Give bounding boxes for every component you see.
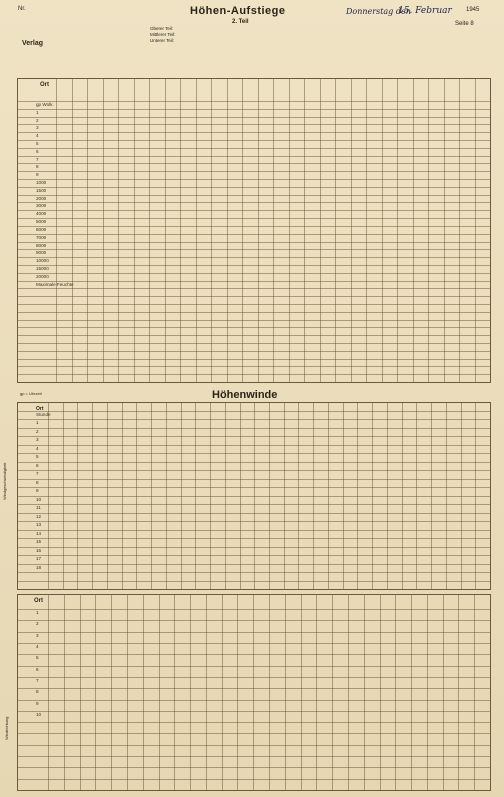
table-rule-row [18, 249, 490, 250]
table-rule-col [95, 595, 96, 790]
table-rule-col [427, 595, 428, 790]
table-rule-col [351, 79, 352, 382]
winds-title: Höhenwinde [212, 389, 278, 401]
table-rule-col [196, 79, 197, 382]
table-row-label: 14 [36, 530, 42, 536]
table-rule-row [18, 163, 490, 164]
table-row-label: 7 [36, 156, 39, 162]
table-rule-col [382, 79, 383, 382]
page-subtitle: 2. Teil [232, 19, 249, 25]
table-rule-col [343, 403, 344, 589]
table-rule-col [316, 595, 317, 790]
table-rule-col [237, 595, 238, 790]
table-row-label: 8 [36, 479, 39, 485]
table-rule-col [397, 79, 398, 382]
table-row-label: 1500 [36, 187, 47, 193]
table-rule-col [289, 79, 290, 382]
report-number: Nr. [18, 6, 26, 12]
table-rule-col [366, 79, 367, 382]
table-rule-row [18, 265, 490, 266]
table-rule-col [284, 403, 285, 589]
table-rule-row [18, 148, 490, 149]
table-row-label: 10 [36, 711, 42, 717]
table-rule-col [475, 79, 476, 382]
table-row-label: 4 [36, 445, 39, 451]
table-rule-col [332, 595, 333, 790]
table-rule-row [18, 195, 490, 196]
legend-lower: Unterer Teil: [150, 38, 175, 43]
table-rule-row [18, 374, 490, 375]
table-rule-col [127, 595, 128, 790]
table-rule-col [253, 595, 254, 790]
table-rule-col [446, 403, 447, 589]
table-rule-col [313, 403, 314, 589]
table-rule-row [18, 187, 490, 188]
table-row-label: 9 [36, 172, 39, 178]
publisher-label: Verlag [22, 40, 44, 47]
winds-speed-table [17, 402, 491, 590]
table-rule-row [18, 124, 490, 125]
table-row-label: 7000 [36, 234, 47, 240]
table-rule-col [143, 595, 144, 790]
table-rule-col [443, 595, 444, 790]
table-rule-col [301, 595, 302, 790]
table-rule-col [402, 403, 403, 589]
table-row-label: Maximale Feuchte [36, 281, 74, 287]
table-rule-col [431, 403, 432, 589]
table-rule-col [206, 595, 207, 790]
table-rule-col [134, 79, 135, 382]
page-number: Seite 8 [455, 21, 474, 27]
table-rule-row [18, 117, 490, 118]
table-rule-row [18, 366, 490, 367]
table-row-label: 9 [36, 700, 39, 706]
table-rule-col [63, 403, 64, 589]
table-row-label: 8 [36, 164, 39, 170]
table-rule-row [18, 335, 490, 336]
table-row-label: 13 [36, 522, 42, 528]
table-row-label: 20000 [36, 273, 49, 279]
table-rule-col [475, 403, 476, 589]
table-rule-col [364, 595, 365, 790]
table-rule-row [18, 257, 490, 258]
legend-upper: Oberer Teil: [150, 26, 174, 31]
table-rule-row [18, 179, 490, 180]
table-row-label: 4 [36, 133, 39, 139]
table-row-label: 2 [36, 117, 39, 123]
table-row-label: 2 [36, 621, 39, 627]
table-rule-col [211, 79, 212, 382]
table-rule-row [18, 281, 490, 282]
table-rule-col [174, 595, 175, 790]
table-rule-col [87, 79, 88, 382]
table-row-label: 1 [36, 420, 39, 426]
table-rule-col [149, 79, 150, 382]
upper-aufstiege-table [17, 78, 491, 383]
table-row-label: 7 [36, 677, 39, 683]
table-row-label: 1 [36, 109, 39, 115]
winds-direction-ort-header: Ort [34, 598, 43, 604]
table-rule-row [18, 140, 490, 141]
table-rule-col [320, 79, 321, 382]
table-rule-row [18, 343, 490, 344]
table-rule-col [210, 403, 211, 589]
table-rule-col [490, 595, 491, 790]
table-rule-col [222, 595, 223, 790]
table-rule-col [92, 403, 93, 589]
table-row-label: 15000 [36, 265, 49, 271]
table-rule-col [254, 403, 255, 589]
table-rule-row [18, 218, 490, 219]
table-rule-col [380, 595, 381, 790]
table-rule-row [18, 359, 490, 360]
table-row-label: Stunde [36, 412, 51, 417]
table-row-label: 11 [36, 505, 41, 511]
table-row-label: 3 [36, 437, 39, 443]
table-row-label: 5 [36, 141, 39, 147]
table-row-label: 1000 [36, 180, 47, 186]
table-rule-col [240, 403, 241, 589]
table-rule-row [18, 171, 490, 172]
table-rule-col [490, 79, 491, 382]
table-row-label: 9 [36, 488, 39, 494]
table-row-label: 9000 [36, 250, 47, 256]
table-rule-row [18, 320, 490, 321]
table-rule-col [195, 403, 196, 589]
table-rule-col [165, 79, 166, 382]
table-row-label: 5000 [36, 219, 47, 225]
table-rule-row [18, 288, 490, 289]
table-row-label: 6 [36, 148, 39, 154]
table-rule-col [411, 595, 412, 790]
table-rule-col [458, 595, 459, 790]
table-row-label: 17 [36, 556, 42, 562]
table-row-label: 8000 [36, 242, 47, 248]
table-rule-col [190, 595, 191, 790]
table-row-label: gp Wolk. [36, 102, 54, 107]
table-rule-col [461, 403, 462, 589]
winds-left-note: gp = Uhrzeit [20, 391, 42, 396]
table-rule-row [18, 273, 490, 274]
table-row-label: 12 [36, 513, 42, 519]
table-rule-row [18, 351, 490, 352]
table-rule-row [18, 790, 490, 791]
table-row-label: 8 [36, 689, 39, 695]
table-row-label: 2 [36, 428, 39, 434]
table-rule-col [48, 403, 49, 589]
table-rule-col [118, 79, 119, 382]
table-rule-col [159, 595, 160, 790]
table-rule-row [18, 327, 490, 328]
table-rule-col [372, 403, 373, 589]
table-rule-row [18, 202, 490, 203]
table-rule-col [166, 403, 167, 589]
table-rule-col [413, 79, 414, 382]
table-rule-row [18, 210, 490, 211]
upper-ort-header: Ort [40, 82, 49, 88]
table-rule-col [490, 403, 491, 589]
table-rule-col [72, 79, 73, 382]
table-rule-col [48, 595, 49, 790]
table-rule-col [459, 79, 460, 382]
table-rule-col [242, 79, 243, 382]
table-rule-col [151, 403, 152, 589]
winds-ort-header: Ort [36, 406, 44, 412]
table-rule-col [180, 79, 181, 382]
table-rule-col [136, 403, 137, 589]
table-rule-col [304, 79, 305, 382]
table-rule-col [273, 79, 274, 382]
table-rule-col [328, 403, 329, 589]
table-row-label: 16 [36, 547, 42, 553]
table-rule-col [444, 79, 445, 382]
table-rule-col [269, 403, 270, 589]
table-rule-col [428, 79, 429, 382]
table-rule-row [18, 234, 490, 235]
table-rule-col [64, 595, 65, 790]
legend-middle: Mittlerer Teil: [150, 32, 176, 37]
table-rule-row [18, 382, 490, 383]
table-rule-col [107, 403, 108, 589]
report-year: 1945 [466, 7, 480, 13]
table-row-label: 6 [36, 666, 39, 672]
table-row-label: 5 [36, 454, 39, 460]
table-rule-col [285, 595, 286, 790]
table-rule-col [474, 595, 475, 790]
table-row-label: 3 [36, 632, 39, 638]
table-rule-col [395, 595, 396, 790]
table-rule-row [18, 109, 490, 110]
table-rule-row [18, 156, 490, 157]
winds-speed-side-label: Windgeschwindigkeit [2, 462, 7, 500]
table-rule-col [181, 403, 182, 589]
winds-direction-side-label: Windrichtung [4, 716, 9, 740]
table-rule-col [103, 79, 104, 382]
table-rule-col [387, 403, 388, 589]
table-rule-row [18, 304, 490, 305]
table-row-label: 10000 [36, 258, 49, 264]
table-row-label: 4000 [36, 211, 47, 217]
table-rule-row [18, 312, 490, 313]
table-row-label: 15 [36, 539, 42, 545]
table-rule-col [122, 403, 123, 589]
table-row-label: 18 [36, 564, 42, 570]
table-rule-col [227, 79, 228, 382]
table-row-label: 7 [36, 471, 39, 477]
table-rule-row [18, 101, 490, 102]
winds-direction-table [17, 594, 491, 791]
table-row-label: 1 [36, 610, 39, 615]
table-rule-col [80, 595, 81, 790]
table-row-label: 3000 [36, 203, 47, 209]
table-rule-col [258, 79, 259, 382]
table-rule-col [225, 403, 226, 589]
table-row-label: 2000 [36, 195, 47, 201]
table-rule-col [416, 403, 417, 589]
table-row-label: 4 [36, 643, 39, 649]
table-rule-col [348, 595, 349, 790]
date-weekday: Donnerstag den [346, 7, 411, 16]
table-rule-col [298, 403, 299, 589]
table-rule-row [18, 226, 490, 227]
table-rule-col [269, 595, 270, 790]
table-rule-col [111, 595, 112, 790]
page-title: Höhen-Aufstiege [190, 5, 286, 17]
table-rule-row [18, 296, 490, 297]
date-day: 15. Februar [398, 6, 452, 16]
table-row-label: 6 [36, 462, 39, 468]
table-rule-row [18, 589, 490, 590]
table-row-label: 10 [36, 496, 42, 502]
table-rule-row [18, 242, 490, 243]
table-rule-col [56, 79, 57, 382]
table-rule-col [335, 79, 336, 382]
table-rule-row [18, 132, 490, 133]
table-row-label: 3 [36, 125, 39, 131]
table-rule-col [77, 403, 78, 589]
table-row-label: 5 [36, 655, 39, 661]
table-rule-col [357, 403, 358, 589]
table-row-label: 6000 [36, 226, 47, 232]
